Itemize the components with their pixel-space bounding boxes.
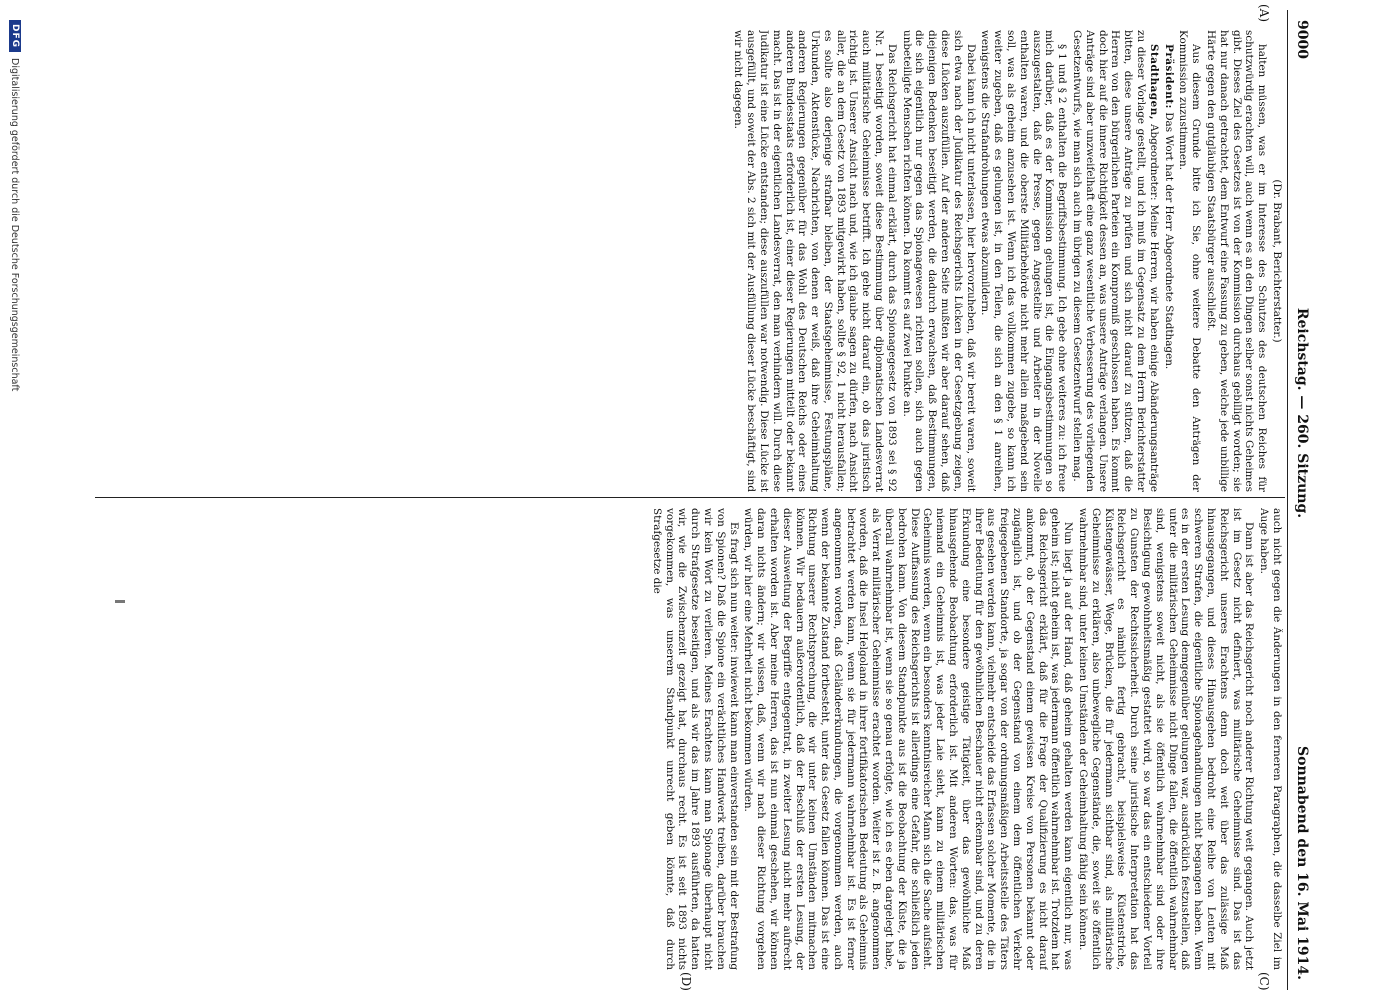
- paragraph: Das Reichsgericht hat einmal erklärt, durch das Spionagegesetz von 1893 sei § 92 Nr. 1 beseitigt worden, soweit diese Bestimmung über diplomatischen Landesverrat auch militärische Geheimnisse betrifft. Ich gehe nicht darauf ein, ob das juristisch richtig ist. Unserer Ansicht nach und, wie ich glaube sagen zu dürfen, nach Ansicht aller, die an dem Gesetz von 1893 mitgewirkt haben, sollte § 92, 1 nicht herausfallen; es sollte also derjenige strafbar bleiben, der Staatsgeheimnisse, Festungspläne, Urkunden, Aktenstücke, Nachrichten, von denen er weiß, daß ihre Geheimhaltung anderen Regierungen gegenüber für das Wohl des Deutschen Reichs oder eines anderen Bundesstaats erforderlich ist, einer dieser Regierungen mitteilt oder bekannt macht. Das ist in der eigentlichen Landesverrat, den man verhindern will. Durch diese Judikatur ist eine Lücke entstanden; diese auszufüllen war notwendig. Diese Lücke ist ausgefüllt, und soweit der Abs. 2 sich mit der Ausfüllung dieser Lücke beschäftigt, sind wir nicht dagegen.: [732, 30, 898, 492]
- footer-credit: [5, 20, 25, 980]
- speech-president: [1162, 30, 1175, 492]
- speaker-attribution: (Dr. Brabant, Berichterstatter.): [1271, 179, 1283, 343]
- page-title: Reichstag. — 260. Sitzung.: [1294, 307, 1310, 519]
- paragraph: auch nicht gegen die Änderungen in den ferneren Paragraphen, die dasselbe Ziel im Auge haben.: [1258, 508, 1283, 970]
- speech-stadthagen: [1070, 30, 1160, 492]
- paragraph: Dabei kann ich nicht unterlassen, hier hervorzuheben, daß wir bereit waren, soweit sich etwa nach der Judikatur des Reichsgerichts Lücken in der Gesetzgebung zeigen, diese Lücken auszufüllen. Auf der anderen Seite mußten wir aber darauf sehen, daß diejenigen Bedenken beseitigt werden, die dadurch erwachsen, daß Bestimmungen, die sich eigentlich nur gegen das Spionagewesen richten sollen, sich auch gegen unbeteiligte Menschen richten können. Da kommt es auf zwei Punkte an.: [900, 30, 977, 492]
- running-head: [1291, 20, 1313, 980]
- margin-mark-d: (D): [679, 972, 693, 991]
- speech-text: Das Wort hat der Herr Abgeordnete Stadthagen.: [1162, 108, 1175, 370]
- paragraph: halten müssen, was er im Interesse des Schutzes des deutschen Reiches für schutzwürdig erachten will, auch wenn es an den Dingen selber sonst nichts Geheimes gibt. Dieses Ziel des Gesetzes ist von der Kommission durchaus gebilligt worden; sie hat nur danach getrachtet, dem Entwurf eine Fassung zu geben, welche jede unbillige Härte gegen den gutgläubigen Staatsbürger ausschließt.: [1205, 30, 1269, 492]
- speaker-name: Stadthagen,: [1147, 44, 1160, 120]
- paragraph: Dann ist aber das Reichsgericht noch anderer Richtung weit gegangen. Auch jetzt ist im Gesetz nicht definiert, was militärische Geheimnisse sind. Das ist das Reichsgericht unseres Erachtens denn doch weit über das zulässige Maß hinausgegangen, und dieses Hinausgehen bedroht eine Reihe von Leuten mit schweren Strafen, die eigentliche Spionagehandlungen nicht begangen haben. Wenn es in der ersten Lesung demgegenüber gelungen war, ausdrücklich festzustellen, daß unter die militärischen Geheimnisse nicht Dinge fallen, die öffentlich wahrnehmbar sind, wenigstens soweit nicht, als sie öffentlich wahrnehmbar sind oder ihre Besichtigung gewohnheitsmäßig gestattet wird, so war das ein entschiedener Vorteil zu Gunsten der Rechtssicherheit. Durch seine juristische Interpretation hat das Reichsgericht es nämlich fertig gebracht, beispielsweise Küstenstriche, Küstengewässer, Wege, Brücken, die für jedermann sichtbar sind, als militärische Geheimnisse zu erklären, also unbewegliche Gegenstände, die, soweit sie öffentlich wahrnehmbar sind, unter keinen Umständen der Geheimhaltung fähig sein können.: [1077, 508, 1256, 970]
- session-date: Sonnabend den 16. Mai 1914.: [1294, 746, 1310, 980]
- paragraph: Es fragt sich nun weiter: inwieweit kann man einverstanden sein mit der Bestrafung von Spionen? Daß die Spione ein verächtliches Handwerk treiben, darüber brauchen wir kein Wort zu verlieren. Meines Erachtens kann man Spionage überhaupt nicht durch Strafgesetze beseitigen, und als wir das im Jahre 1893 ausführten, da hatten wir, wie die Zwischenzeit gezeigt hat, durchaus recht. Es ist seit 1893 nichts vorgekommen, was unserem Standpunkt unrecht geben könnte, daß durch Strafgesetze die: [650, 508, 740, 970]
- speech-text: Abgeordneter: Meine Herren, wir haben einige Abänderungsanträge zu dieser Vorlage gestellt, und ich muß im Gegensatz zu dem Herrn Berichterstatter bitten, diese unsere Anträge zu prüfen und sich nicht darauf zu stützen, daß die Herren von den bürgerlichen Parteien ein Kompromiß geschlossen haben. Es kommt doch hier auf die innere Richtigkeit dessen an, was unsere Anträge verlangen. Unsere Anträge sind aber unzweifelhaft eine ganz wesentliche Verbesserung des vorliegenden Gesetzentwurfs, wie man sich auch im übrigen zu diesem Gesetzentwurf stellen mag.: [1071, 30, 1160, 492]
- dfg-logo: DFG: [9, 20, 21, 52]
- header-rule: [1287, 10, 1288, 990]
- column-divider: [95, 497, 1285, 498]
- margin-mark-c: (C): [1257, 972, 1271, 991]
- paragraph: Nun liegt ja auf der Hand, daß geheim gehalten werden kann eigentlich nur, was geheim ist; nicht geheim ist, was jedermann öffentlich wahrnehmbar ist. Trotzdem hat das Reichsgericht erklärt, daß für die Frage der Qualifizierung es nicht darauf ankommt, ob der Gegenstand einem gewissen Kreise von Personen bekannt oder zugänglich ist, und ob der Gegenstand von einem dem öffentlichen Verkehr freigegebenen Standorte, ja sogar von der ordnungsmäßigen Arbeitsstelle des Täters aus gesehen werden kann, vielmehr entscheide das Erfassen solcher Momente, die in ihrer Bedeutung für den gewöhnlichen Beschauer nicht erkennbar sind, und zu deren Erkundung eine besondere geistige Tätigkeit, über das gewöhnliche Maß hinausgehende Beobachtung erforderlich ist. Mit anderen Worten: das, was für niemand ein Geheimnis ist, was jeder Laie sieht, kann zu einem militärischen Geheimnis werden, wenn ein besonders kenntnisreicher Mann sich die Sache aufsieht. Diese Auffassung des Reichsgerichts ist allerdings eine Gefahr, die schließlich jeden bedrohen kann. Von diesem Standpunkte aus ist die Beobachtung der Küste, die ja überall wahrnehmbar ist, wenn sie so genau erfolgte, wie ich es eben dargelegt habe, als Verrat militärischer Geheimnisse erachtet worden. Weiter ist z. B. angenommen worden, daß die Insel Helgoland in ihrer fortifikatorischen Bedeutung als Geheimnis betrachtet werden kann, wenn sie für jedermann wahrnehmbar ist. Es ist ferner angenommen worden, daß Geländeerkundungen, die vorgenommen werden, auch wenn der bekannte Zustand fortbesteht, unter das Gesetz fallen können. Das ist eine Richtung unserer Rechtsprechung, die wir unter keinen Umständen mitmachen können. Wir bedauern außerordentlich, daß der Beschluß der ersten Lesung, der dieser Ausweitung der Begriffe entgegentrat, in zweiter Lesung nicht mehr aufrecht erhalten worden ist. Aber meine Herren, das ist nun einmal geschehen, wir können daran nichts ändern; wir wissen, daß, wenn wir nach dieser Richtung vorgehen würden, wir hier eine Mehrheit nicht bekommen würden.: [742, 508, 1075, 970]
- page-number: 9000: [1294, 20, 1310, 59]
- footer-text: Digitalisierung gefördert durch die Deutsche Forschungsgemeinschaft: [9, 58, 21, 392]
- paragraph: Aus diesem Grunde bitte ich Sie, ohne weitere Debatte den Anträgen der Kommission zuzustimmen.: [1177, 30, 1203, 492]
- speaker-name: Präsident:: [1162, 44, 1175, 109]
- margin-mark-a: (A): [1257, 4, 1271, 23]
- right-column: [93, 508, 1283, 970]
- scan-artifact: [115, 600, 125, 603]
- left-column: [93, 30, 1283, 492]
- paragraph: § 1 und § 2 enthalten die Begriffsbestimmung. Ich gebe ohne weiteres zu: ich freue mich darüber, daß es der Kommission gelungen ist, die Eingangsbestimmungen so auszugestalten, daß die Presse, gegen Angestellte und Arbeiter in der Novelle enthalten waren, und die oberste Militärbehörde nicht mehr allein maßgebend sein soll, was als geheim anzusehen ist. Wenn ich das vollkommen zugebe, so kann ich weiter zugeben, daß es gelungen ist, in den Teilen, die sich an den § 1 anreihen, wenigstens die Strafandrohungen etwas abzumildern.: [979, 30, 1069, 492]
